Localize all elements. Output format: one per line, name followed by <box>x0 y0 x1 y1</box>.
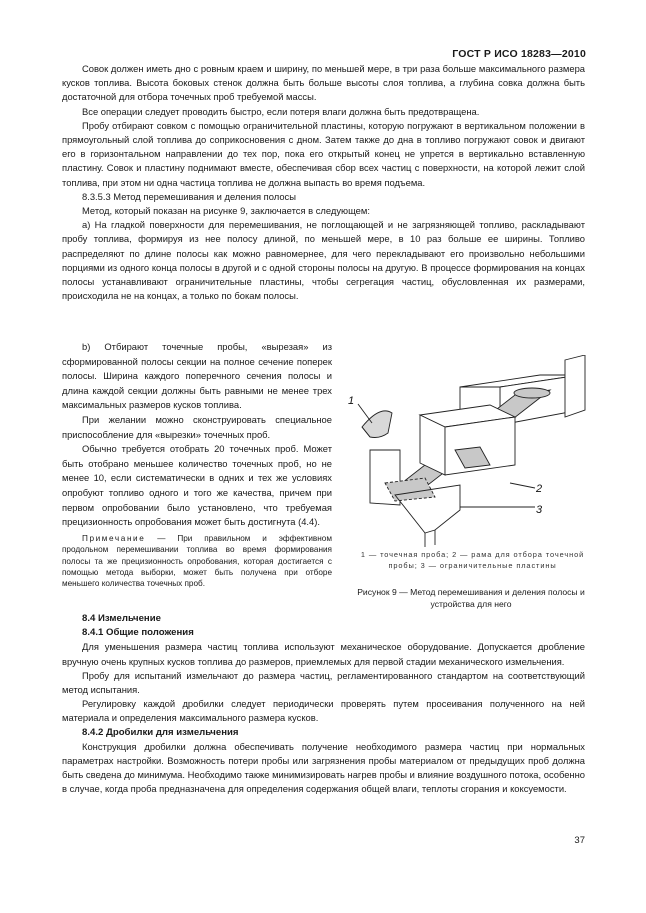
left-column <box>62 340 332 590</box>
heading-8-4: 8.4 Измельчение <box>82 613 161 624</box>
section-title-8353: 8.3.5.3 Метод перемешивания и деления полосы <box>82 190 296 202</box>
paragraph: При желании можно сконструировать специальное приспособление для «вырезки» точечных проб. <box>62 413 332 440</box>
figure-9-diagram <box>340 355 590 550</box>
paragraph: Пробу для испытаний измельчают до размера частиц, регламентированного стандартом на соответствующий метод испытания. <box>62 669 585 696</box>
paragraph: Регулировку каждой дробилки следует периодически проверять путем просеивания полученного на ней материала и определения максимального размера кусков. <box>62 698 585 724</box>
callout-3: 3 <box>536 504 543 516</box>
figure-caption: Рисунок 9 — Метод перемешивания и деления полосы и устройства для него <box>357 587 585 609</box>
strip-end-right <box>514 388 550 398</box>
limit-plate-right <box>565 355 585 417</box>
heading-8-4-2: 8.4.2 Дробилки для измельчения <box>82 726 239 738</box>
paragraph: Пробу отбирают совком с помощью ограничительной пластины, которую погружают в вертикальном положении в прямоугольный слой топлива до соприкосновения с дном. Затем также до дна в топливо погружают совок и двигают его в горизонтальном направлении до тех пор, пока его открытый конец не упрется в вертикально вставленную пластину. Совок и пластину поднимают вместе, обеспечивая сбор всех частиц с поверхности, на которой лежит слой топлива, при этом ни одна частица топлива не должна выпасть во время подъема. <box>62 119 585 188</box>
note-text: — При правильном и эффективном продольном перемешивании топлива во время формирования полосы та же прецизионность опробования, которая достигается с помощью метода выборки, может быть получена при отборе меньшего количества точечных проб. <box>62 533 332 589</box>
paragraph: Для уменьшения размера частиц топлива используют механическое оборудование. Допускается дробление вручную очень крупных кусков топлива до размеров, приемлемых для первой стадии механического измельчения. <box>62 641 585 667</box>
paragraph: a) На гладкой поверхности для перемешивания, не поглощающей и не загрязняющей топливо, раскладывают пробу топлива, формируя из нее полосу длиной, по меньшей мере, в 10 раз больше ее ширины. Топливо распределяют по длине полосы как можно равномернее, для чего перекладывают его произвольно небольшими порциями из одного конца полосы в другой и с одной стороны полосы на другую. В процессе формирования на концах полосы устанавливают ограничительные пластины, чтобы сегрегация частиц, обусловленная их размерами, происходила не на концах, а только по бокам полосы. <box>62 219 585 302</box>
bottom-text-block <box>62 612 585 797</box>
standard-header: ГОСТ Р ИСО 18283—2010 <box>452 48 586 60</box>
top-text-block <box>62 62 585 303</box>
paragraph: Все операции следует проводить быстро, если потеря влаги должна быть предотвращена. <box>82 105 480 117</box>
callout-1: 1 <box>348 395 355 407</box>
paragraph: b) Отбирают точечные пробы, «вырезая» из сформированной полосы секции на полное сечение поперек полосы. Ширина каждого поперечного сечения полосы и длина каждой секции должны быть равными не менее трех максимальных размеров кусков топлива. <box>62 341 332 411</box>
note <box>62 533 332 590</box>
paragraph: Конструкция дробилки должна обеспечивать получение необходимого размера частиц при нормальных параметрах настройки. Возможность потери пробы или загрязнения пробы материалом от предыдущих проб должна быть сведена до минимума. Необходимо также минимизировать нагрев пробы и влияние воздушного потока, особенно в случае, когда проба предназначена для определения содержания общей влаги, теплоты сгорания и коксуемости. <box>62 740 585 795</box>
heading-8-4-1: 8.4.1 Общие положения <box>82 627 194 639</box>
paragraph: Совок должен иметь дно с ровным краем и ширину, по меньшей мере, в три раза больше максимального размера кусков топлива. Высота боковых стенок должна быть больше высоты слоя топлива, а глубина совка должна быть достаточной для отбора точечных проб требуемой массы. <box>62 63 585 103</box>
paragraph: Метод, который показан на рисунке 9, заключается в следующем: <box>82 205 370 217</box>
paragraph: Обычно требуется отобрать 20 точечных проб. Может быть отобрано меньшее количество точечных проб, но не менее 10, если систематически в одних и тех же условиях опробуют топливо одного и того же качества, причем при первом опробовании было установлено, что требуемая прецизионность опробования может быть достигнута (4.4). <box>62 443 332 528</box>
page-number: 37 <box>574 835 585 846</box>
figure-legend: 1 — точечная проба; 2 — рама для отбора точечной пробы; 3 — ограничительные пластины <box>360 550 585 570</box>
note-label: Примечание <box>82 533 146 543</box>
callout-2: 2 <box>536 483 543 495</box>
